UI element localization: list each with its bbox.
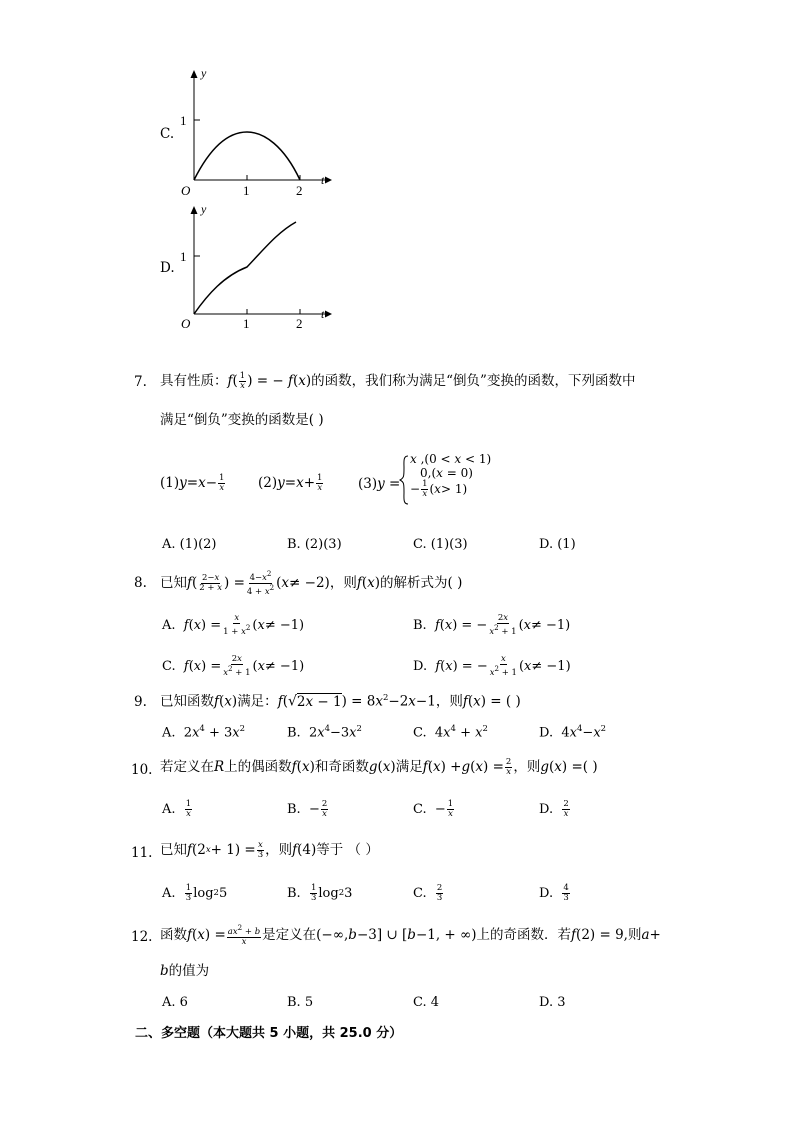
q8-option-a[interactable]: A. f ( x ) = $\frac{x}{1 + x^2}$ ( x ≠ −1)	[162, 613, 305, 637]
q7-text-b: 的函数，我们称为满足“倒负”变换的函数，下列函数中	[311, 372, 636, 389]
graph-d-tick-x2: 2	[296, 316, 303, 331]
q11-stem: 已知 f (2 x + 1) = $\frac{x}{3}$ ，则 f (4) 等于 （ ）	[160, 840, 379, 860]
q12-option-c[interactable]: C. 4	[413, 995, 440, 1010]
graph-d-tick-x1: 1	[243, 316, 250, 331]
q10-option-c[interactable]: C. − $\frac{1}{x}$	[413, 799, 454, 819]
graph-c-y-label: y	[201, 66, 207, 80]
q10-stem: 若定义在 R 上的偶函数 f ( x ) 和奇函数 g ( x ) 满足 f ( x ) + g ( x ) = $\frac{2}{x}$ ，则 g ( x ) = ( )	[160, 757, 598, 777]
q11-option-d[interactable]: D. $\frac{4}{3}$	[539, 883, 569, 903]
q9-option-b[interactable]: B. $2x^4-3x^2$	[287, 724, 362, 741]
q7-option-b[interactable]: B. (2)(3)	[287, 537, 342, 552]
graph-c-option-label: C.	[160, 126, 175, 142]
q8-option-d[interactable]: D. f ( x ) = − $\frac{x}{x^2 + 1}$ ( x ≠ −1)	[413, 654, 571, 678]
q7-text-a: 具有性质：	[160, 372, 228, 389]
q8-stem: 已知 f ( $\frac{2-x}{2 + x}$ ) = $\frac{4-x^2}{4 + x^2}$ ( x ≠ −2) ，则 f ( x ) 的解析式为( )	[160, 569, 463, 597]
graph-c-tick-x2: 2	[296, 183, 303, 198]
q11-option-b[interactable]: B. $\frac{1}{3}$ log 2 3	[287, 883, 353, 903]
q7-piece-3: − $\frac{1}{x}$ ( x > 1)	[410, 479, 468, 499]
q9-option-a[interactable]: A. $2x^4 + 3x^2$	[162, 724, 246, 741]
q7-option-c[interactable]: C. (1)(3)	[413, 537, 468, 552]
section-2-heading: 二、多空题（本大题共 5 小题，共 25.0 分）	[135, 1026, 403, 1041]
q10-option-b[interactable]: B. − $\frac{2}{x}$	[287, 799, 328, 819]
graph-c-plot	[150, 60, 340, 200]
q12-number: 12.	[131, 929, 153, 945]
q8-number: 8.	[134, 575, 147, 591]
graph-c-t-label: t	[321, 173, 325, 187]
q10-option-d[interactable]: D. $\frac{2}{x}$	[539, 799, 569, 819]
q7-function-2: (2) y = x + $\frac{1}{x}$	[258, 473, 323, 493]
q9-option-d[interactable]: D. $4x^4-x^2$	[539, 724, 607, 741]
q7-line2: 满足“倒负”变换的函数是( )	[160, 412, 324, 428]
q7-piece-2: 0,(x = 0)	[420, 466, 473, 480]
q9-option-c[interactable]: C. $4x^4 + x^2$	[413, 724, 488, 741]
q7-condition: f( $\frac{1}{x}$ ) = − f(x)	[227, 371, 312, 391]
q10-option-a[interactable]: A. $\frac{1}{x}$	[162, 799, 192, 819]
q7-piecewise	[410, 452, 491, 499]
q10-number: 10.	[131, 762, 153, 778]
graph-d-tick-y: 1	[180, 249, 187, 264]
graph-d-y-label: y	[201, 202, 207, 216]
q8-option-b[interactable]: B. f ( x ) = − $\frac{2x}{x^2 + 1}$ ( x ≠ −1)	[413, 613, 571, 637]
q12-option-d[interactable]: D. 3	[539, 995, 566, 1010]
q7-line1	[160, 372, 635, 391]
q7-number: 7.	[134, 374, 147, 390]
graph-c-tick-y: 1	[180, 113, 187, 128]
q7-function-1: (1) y = x − $\frac{1}{x}$	[160, 473, 225, 493]
q12-option-a[interactable]: A. 6	[162, 995, 188, 1010]
q8-option-c[interactable]: C. f ( x ) = $\frac{2x}{x^2 + 1}$ ( x ≠ −1)	[162, 654, 305, 678]
q9-stem: 已知函数f(x)满足：$f(√2x - 1) = 8x^2-2x-1$，则f(x) = ( )	[160, 693, 521, 710]
graph-d-option-label: D.	[160, 260, 175, 276]
graph-d-t-label: t	[321, 307, 325, 321]
graph-c-origin: O	[181, 183, 191, 198]
q7-piece-1: x ,(0 < x < 1)	[410, 452, 492, 466]
q12-line2: b的值为	[160, 963, 210, 979]
q7-option-d[interactable]: D. (1)	[539, 537, 576, 552]
graph-c-tick-x1: 1	[243, 183, 250, 198]
q9-number: 9.	[134, 694, 147, 710]
q7-option-a[interactable]: A. (1)(2)	[162, 537, 217, 552]
q7-function-3: (3)y =	[358, 476, 401, 492]
q11-number: 11.	[131, 845, 153, 861]
q12-option-b[interactable]: B. 5	[287, 995, 314, 1010]
q12-stem: 函数 f ( x ) = $\frac{ax^2 + b}{x}$ 是定义在 (−∞, b −3] ∪ [ b −1, + ∞) 上的奇函数．若 f (2) = 9, 则 a +	[160, 923, 661, 947]
graph-d-plot	[150, 196, 340, 336]
q11-option-a[interactable]: A. $\frac{1}{3}$ log 2 5	[162, 883, 228, 903]
q11-option-c[interactable]: C. $\frac{2}{3}$	[413, 883, 443, 903]
graph-c	[150, 60, 340, 200]
graph-d	[150, 196, 340, 336]
graph-d-origin: O	[181, 316, 191, 331]
